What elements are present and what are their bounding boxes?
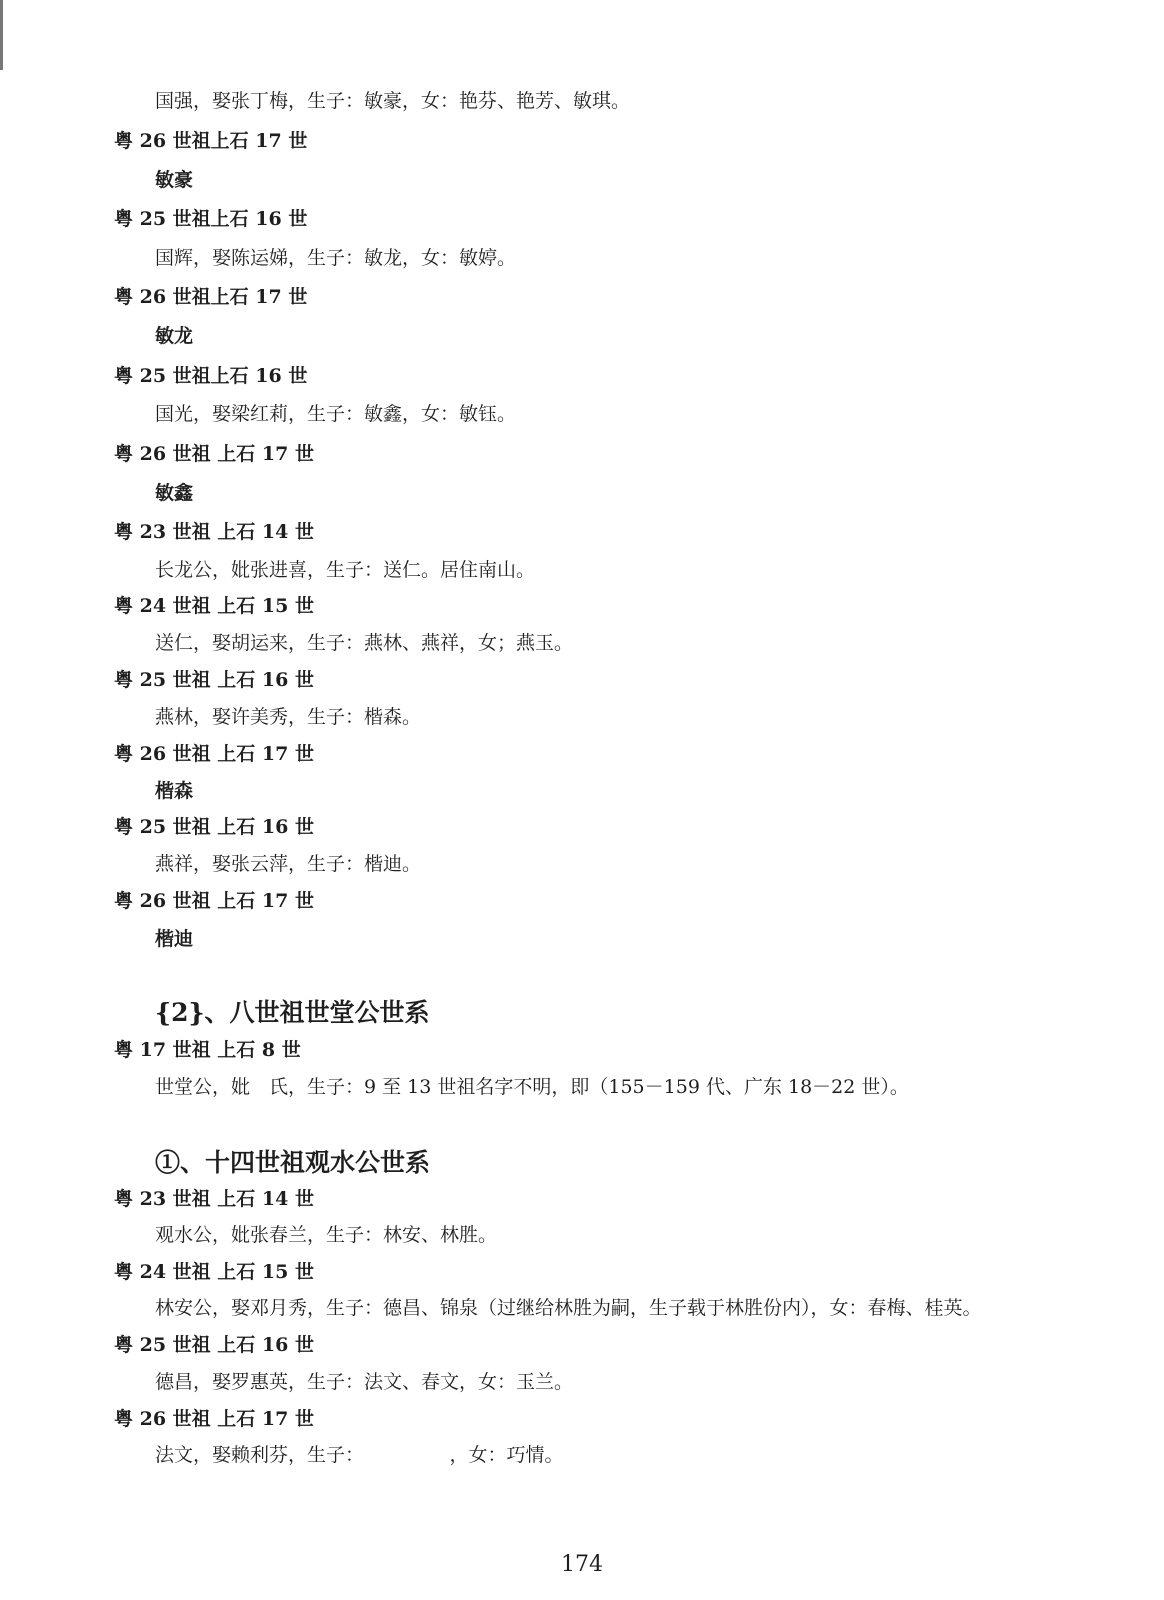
entry-line: 敏鑫 [155,482,194,504]
scan-edge-mark [0,0,3,70]
entry-line: 敏豪 [155,169,194,191]
entry-line: 楷森 [155,780,194,802]
generation-line: 粤 25 世祖 上石 16 世 [114,1334,314,1356]
entry-line: 送仁，娶胡运来，生子：燕林、燕祥，女；燕玉。 [155,632,574,654]
entry-line: 长龙公，妣张进喜，生子：送仁。居住南山。 [155,559,536,581]
page-number: 174 [561,1552,603,1577]
entry-line: 观水公，妣张春兰，生子：林安、林胜。 [155,1224,498,1246]
generation-line: 粤 26 世祖 上石 17 世 [114,743,314,765]
entry-line: 世堂公，妣 氏，生子：9 至 13 世祖名字不明，即（155－159 代、广东 18－22 世）。 [155,1076,909,1098]
entry-line: 国光，娶梁红莉，生子：敏鑫，女：敏钰。 [155,403,517,425]
generation-line: 粤 25 世祖上石 16 世 [114,365,308,387]
entry-line: 国辉，娶陈运娣，生子：敏龙，女：敏婷。 [155,247,517,269]
generation-line: 粤 26 世祖 上石 17 世 [114,890,314,912]
entry-line: 法文，娶赖利芬，生子： ，女：巧情。 [155,1444,564,1466]
generation-line: 粤 17 世祖 上石 8 世 [114,1039,301,1061]
entry-line: 林安公，娶邓月秀，生子：德昌、锦泉（过继给林胜为嗣，生子载于林胜份内），女：春梅、桂英。 [155,1297,982,1319]
entry-line: 燕祥，娶张云萍，生子：楷迪。 [155,853,422,875]
entry-line: 敏龙 [155,325,194,347]
generation-line: 粤 23 世祖 上石 14 世 [114,1188,314,1210]
entry-line: 楷迪 [155,928,194,950]
generation-line: 粤 24 世祖 上石 15 世 [114,1261,314,1283]
generation-line: 粤 25 世祖 上石 16 世 [114,669,314,691]
generation-line: 粤 23 世祖 上石 14 世 [114,521,314,543]
generation-line: 粤 25 世祖上石 16 世 [114,208,308,230]
entry-line: 国强，娶张丁梅，生子：敏豪，女：艳芬、艳芳、敏琪。 [155,90,631,112]
generation-line: 粤 24 世祖 上石 15 世 [114,595,314,617]
generation-line: 粤 26 世祖上石 17 世 [114,286,308,308]
entry-line: 德昌，娶罗惠英，生子：法文、春文，女：玉兰。 [155,1371,574,1393]
generation-line: 粤 26 世祖上石 17 世 [114,130,308,152]
entry-line: 燕林，娶许美秀，生子：楷森。 [155,706,422,728]
section-heading: {2}、八世祖世堂公世系 [155,998,430,1027]
generation-line: 粤 25 世祖 上石 16 世 [114,816,314,838]
generation-line: 粤 26 世祖 上石 17 世 [114,443,314,465]
section-heading: ①、十四世祖观水公世系 [155,1148,431,1177]
generation-line: 粤 26 世祖 上石 17 世 [114,1408,314,1430]
